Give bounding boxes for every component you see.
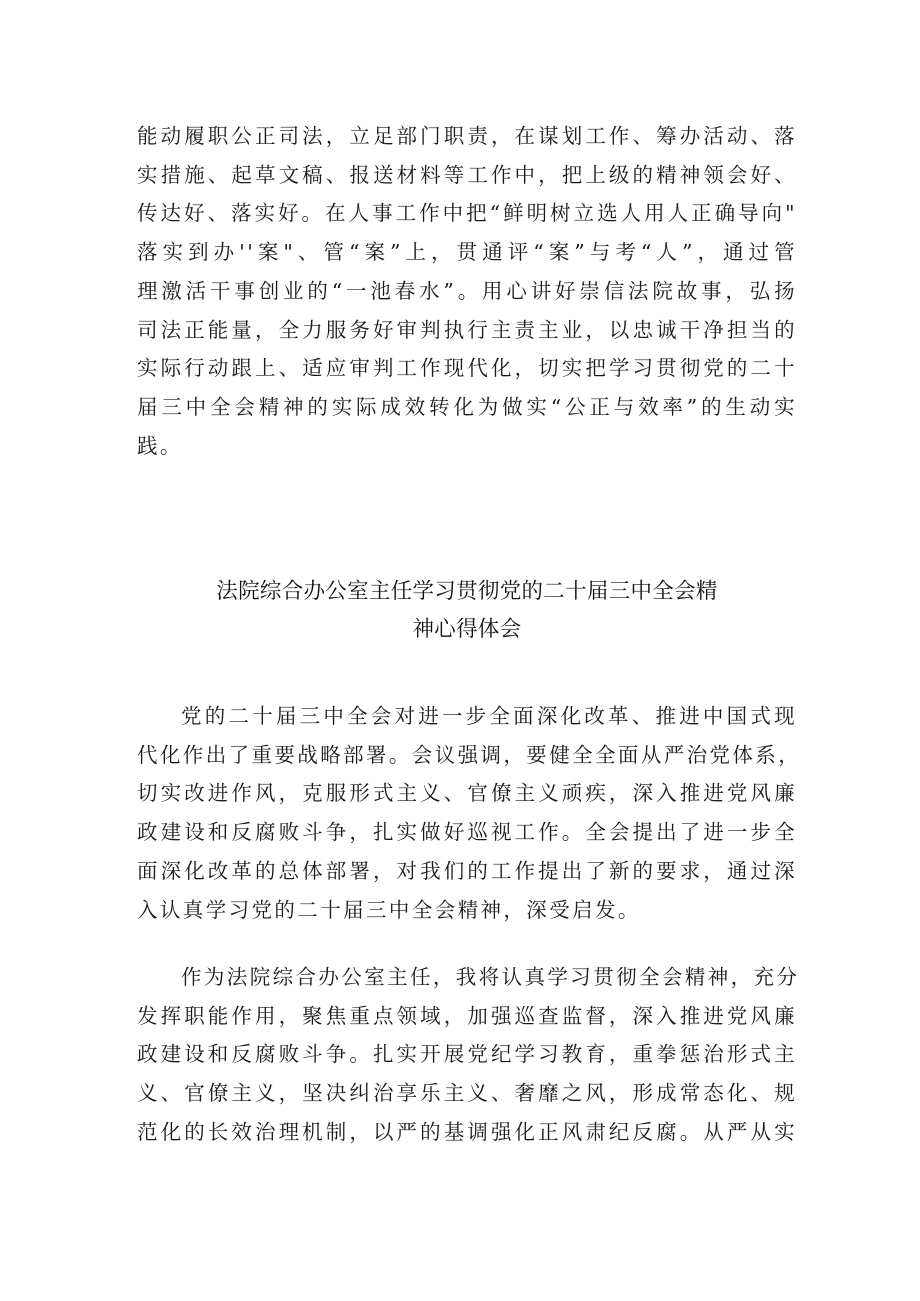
paragraph-line: 政建设和反腐败斗争。扎实开展党纪学习教育，重拳惩治形式主 — [137, 1042, 797, 1067]
paragraph-line: 传达好、落实好。在人事工作中把“鲜明树立选人用人正确导向" — [137, 201, 797, 226]
paragraph-line: 切实改进作风，克服形式主义、官僚主义顽疾，深入推进党风廉 — [137, 781, 797, 806]
paragraph-line: 范化的长效治理机制，以严的基调强化正风肃纪反腐。从严从实 — [137, 1119, 797, 1144]
paragraph-line: 代化作出了重要战略部署。会议强调，要健全全面从严治党体系， — [137, 742, 802, 767]
paragraph-line: 实际行动跟上、适应审判工作现代化，切实把学习贯彻党的二十 — [137, 356, 797, 381]
body-paragraph-1 — [137, 697, 802, 929]
paragraph-line: 届三中全会精神的实际成效转化为做实“公正与效率”的生动实 — [137, 394, 797, 419]
paragraph-line: 面深化改革的总体部署，对我们的工作提出了新的要求，通过深 — [137, 858, 797, 883]
continued-paragraph — [137, 117, 797, 465]
paragraph-line: 政建设和反腐败斗争，扎实做好巡视工作。全会提出了进一步全 — [137, 820, 797, 845]
article-title — [137, 573, 797, 649]
body-paragraph-2 — [137, 958, 800, 1152]
paragraph-line: 党的二十届三中全会对进一步全面深化改革、推进中国式现 — [181, 704, 797, 728]
paragraph-line: 能动履职公正司法，立足部门职责，在谋划工作、筹办活动、落 — [137, 124, 797, 148]
paragraph-line: 入认真学习党的二十届三中全会精神，深受启发。 — [137, 897, 641, 922]
paragraph-line: 司法正能量，全力服务好审判执行主责主业，以忠诚干净担当的 — [137, 317, 797, 342]
paragraph-line: 理激活干事创业的“一池春水”。用心讲好崇信法院故事，弘扬 — [137, 278, 797, 303]
title-line: 神心得体会 — [412, 617, 522, 642]
paragraph-line: 作为法院综合办公室主任，我将认真学习贯彻全会精神，充分 — [181, 965, 800, 989]
paragraph-line: 践。 — [137, 433, 183, 458]
paragraph-line: 实措施、起草文稿、报送材料等工作中，把上级的精神领会好、 — [137, 162, 797, 187]
paragraph-line: 落实到办''案"、管“案”上，贯通评“案”与考“人”，通过管 — [137, 240, 797, 265]
paragraph-line: 义、官僚主义，坚决纠治享乐主义、奢靡之风，形成常态化、规 — [137, 1081, 797, 1106]
title-line: 法院综合办公室主任学习贯彻党的二十届三中全会精 — [216, 579, 718, 604]
paragraph-line: 发挥职能作用，聚焦重点领域，加强巡查监督，深入推进党风廉 — [137, 1003, 797, 1028]
